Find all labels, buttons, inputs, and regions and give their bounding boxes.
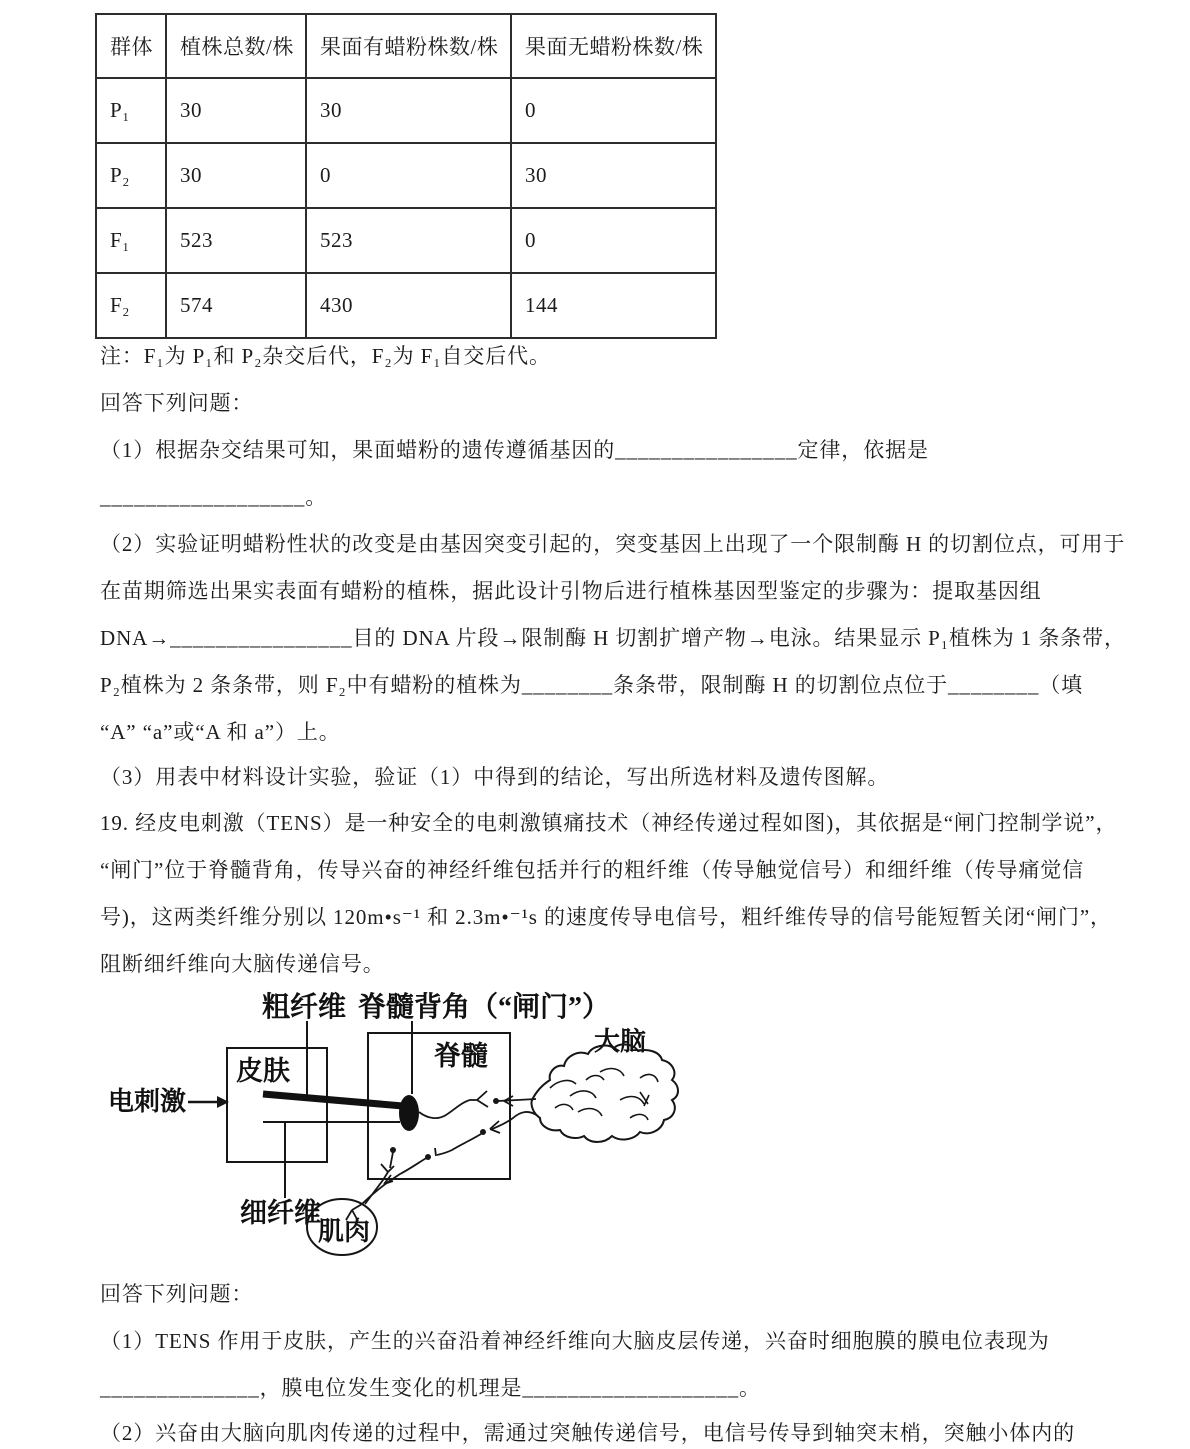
table-row xyxy=(96,208,716,273)
table-header-row xyxy=(96,14,716,78)
gate-ellipse xyxy=(399,1095,419,1131)
genetics-cross-table xyxy=(95,13,717,339)
cell-nonwaxy: 30 xyxy=(511,143,716,208)
q18-part1-blank-line: __________________。 xyxy=(100,485,328,509)
thick-fiber-line xyxy=(263,1094,403,1106)
cell-total: 30 xyxy=(166,78,306,143)
cell-group: P₁ xyxy=(96,78,166,143)
cell-nonwaxy: 0 xyxy=(511,208,716,273)
cell-waxy: 30 xyxy=(306,78,511,143)
header-group: 群体 xyxy=(96,14,166,78)
q19-intro-line1: 19. 经皮电刺激（TENS）是一种安全的电刺激镇痛技术（神经传递过程如图)，其依据是“闸门控制学说”， xyxy=(100,811,1118,835)
q19-intro-line3: 号)，这两类纤维分别以 120m•s⁻¹ 和 2.3m•⁻¹s 的速度传导电信号，粗纤维传导的信号能短暂关闭“闸门”， xyxy=(100,905,1112,929)
q19-part1-line2: ______________，膜电位发生变化的机理是___________________。 xyxy=(100,1376,761,1400)
q18-part1-line1: （1）根据杂交结果可知，果面蜡粉的遗传遵循基因的________________定律，依据是 xyxy=(100,438,929,462)
q19-answer-prompt: 回答下列问题： xyxy=(100,1282,254,1306)
q19-part2-line1: （2）兴奋由大脑向肌肉传递的过程中，需通过突触传递信号，电信号传导到轴突末梢，突触小体内的 xyxy=(100,1421,1075,1445)
nerve-pathway-diagram xyxy=(100,988,680,1273)
cell-total: 574 xyxy=(166,273,306,338)
electric-stimulus-label: 电刺激 xyxy=(108,1087,187,1116)
cell-nonwaxy: 0 xyxy=(511,78,716,143)
cell-nonwaxy: 144 xyxy=(511,273,716,338)
spinal-dorsal-horn-gate-label: 脊髓背角（“闸门”） xyxy=(358,992,611,1023)
spinal-cord-label: 脊髓 xyxy=(434,1041,488,1071)
muscle-label: 肌肉 xyxy=(318,1217,371,1246)
cell-group: P₂ xyxy=(96,143,166,208)
cell-waxy: 0 xyxy=(306,143,511,208)
table-note: 注：F₁为 P₁和 P₂杂交后代，F₂为 F₁自交后代。 xyxy=(100,344,551,368)
synapse-prong-icon xyxy=(435,1148,436,1156)
cell-waxy: 430 xyxy=(306,273,511,338)
brain-label: 大脑 xyxy=(594,1027,647,1056)
q19-intro-line4: 阻断细纤维向大脑传递信号。 xyxy=(100,952,385,976)
skin-label: 皮肤 xyxy=(236,1056,290,1086)
descending-axon-line xyxy=(492,1112,538,1129)
table-row xyxy=(96,78,716,143)
brain-link-line xyxy=(498,1099,536,1101)
q19-part1-line1: （1）TENS 作用于皮肤，产生的兴奋沿着神经纤维向大脑皮层传递，兴奋时细胞膜的膜电位表现为 xyxy=(100,1329,1050,1353)
cell-waxy: 523 xyxy=(306,208,511,273)
q18-part2-line3: DNA→________________目的 DNA 片段→限制酶 H 切割扩增产物→电泳。结果显示 P₁植株为 1 条条带， xyxy=(100,626,1126,650)
brain-gyri-lines xyxy=(550,1069,658,1120)
table-row xyxy=(96,143,716,208)
q18-part2-line4: P₂植株为 2 条条带，则 F₂中有蜡粉的植株为________条条带，限制酶 H 的切割位点位于________（填 xyxy=(100,673,1084,697)
header-total: 植株总数/株 xyxy=(166,14,306,78)
header-waxy: 果面有蜡粉株数/株 xyxy=(306,14,511,78)
sensory-terminal-dot-icon xyxy=(390,1147,396,1153)
synapse-fork-icon xyxy=(477,1091,488,1107)
q18-part3: （3）用表中材料设计实验，验证（1）中得到的结论，写出所选材料及遗传图解。 xyxy=(100,765,890,789)
thick-fiber-label: 粗纤维 xyxy=(262,992,347,1023)
q18-answer-prompt: 回答下列问题： xyxy=(100,391,254,415)
cell-group: F₁ xyxy=(96,208,166,273)
thin-fiber-label: 细纤维 xyxy=(240,1198,321,1228)
ascending-axon-line xyxy=(419,1100,477,1118)
interneuron-line xyxy=(437,1134,481,1155)
q18-part2-line5: “A” “a”或“A 和 a”）上。 xyxy=(100,720,341,744)
table-row xyxy=(96,273,716,338)
cell-group: F₂ xyxy=(96,273,166,338)
q18-part2-line1: （2）实验证明蜡粉性状的改变是由基因突变引起的，突变基因上出现了一个限制酶 H 的切割位点，可用于 xyxy=(100,532,1126,556)
sensory-fork-icon xyxy=(381,1164,394,1172)
brain-outline xyxy=(531,1044,678,1142)
q19-intro-line2: “闸门”位于脊髓背角，传导兴奋的神经纤维包括并行的粗纤维（传导触觉信号）和细纤维（传导痛觉信 xyxy=(100,858,1085,882)
cell-total: 523 xyxy=(166,208,306,273)
q18-part2-line2: 在苗期筛选出果实表面有蜡粉的植株，据此设计引物后进行植株基因型鉴定的步骤为：提取基因组 xyxy=(100,579,1042,603)
sensory-terminal-line xyxy=(390,1152,393,1168)
header-nonwaxy: 果面无蜡粉株数/株 xyxy=(511,14,716,78)
cell-total: 30 xyxy=(166,143,306,208)
